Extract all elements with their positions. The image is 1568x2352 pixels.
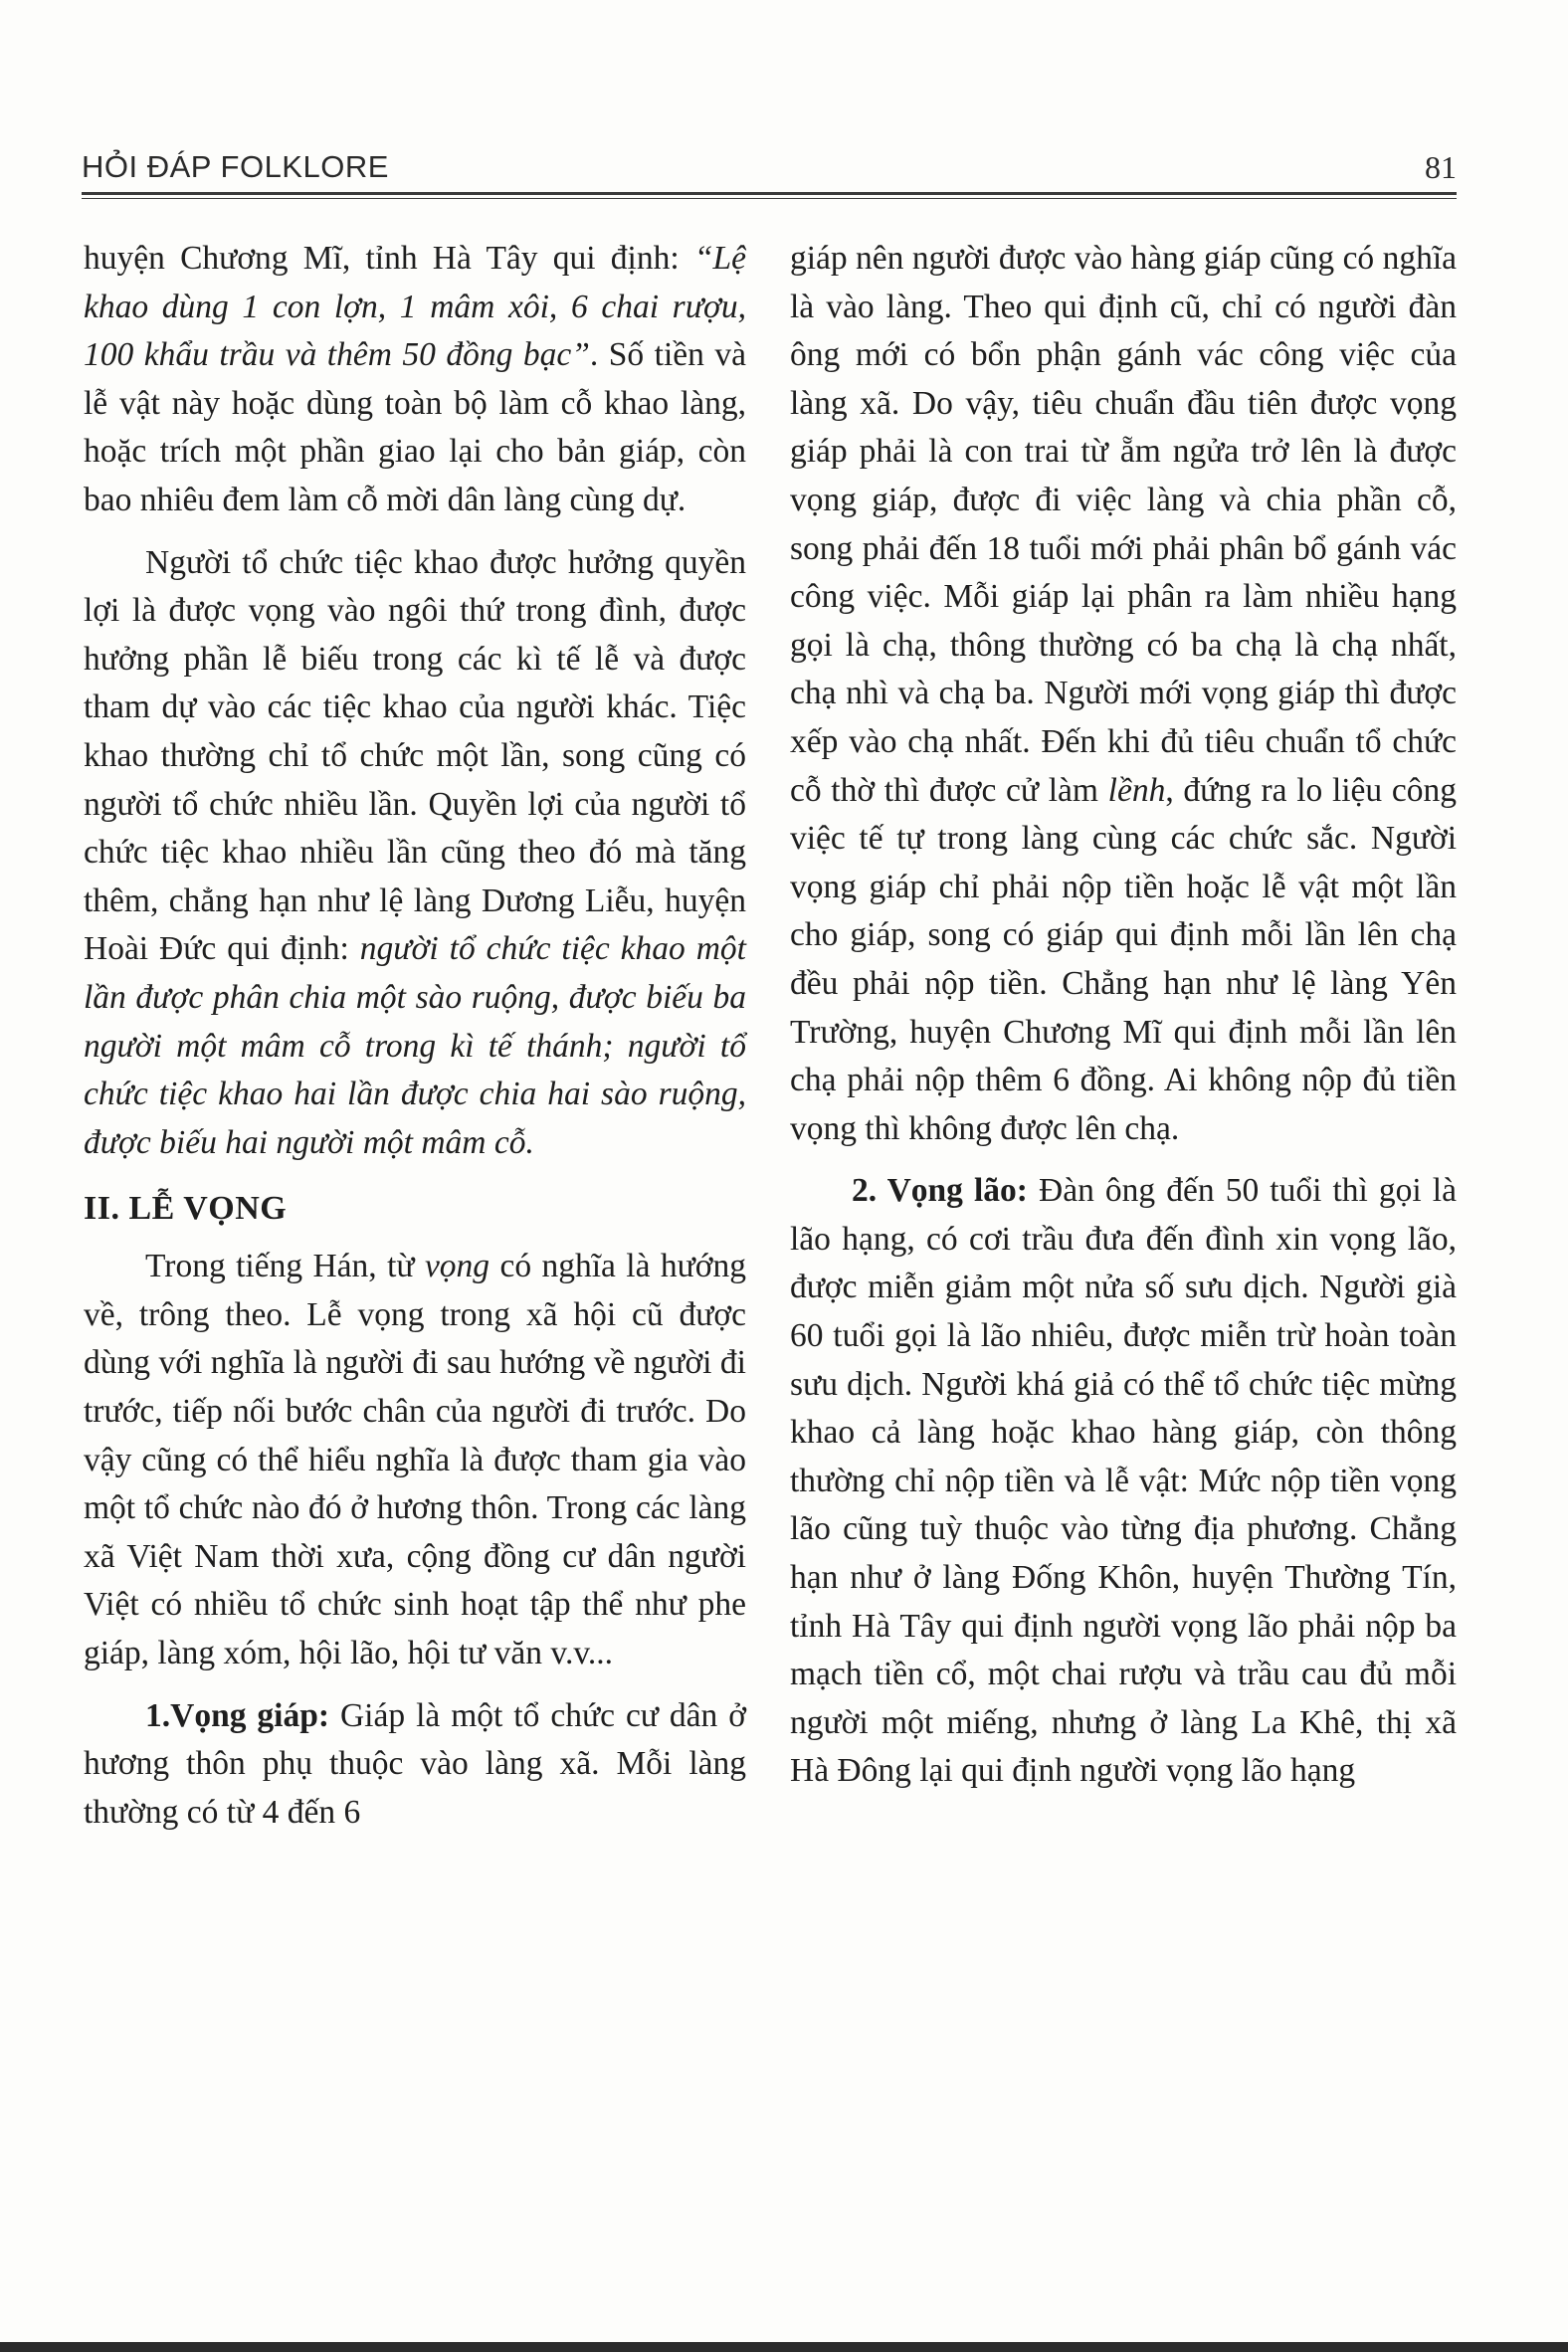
text-run: , đứng ra lo liệu công việc tế tự trong làng cùng các chức sắc. Người vọng giáp chỉ phải nộp tiền hoặc lễ vật một lần cho giáp, song có giáp qui định mỗi lần lên chạ đều phải nộp tiền. Chẳng hạn như lệ làng Yên Trường, huyện Chương Mĩ qui định mỗi lần lên chạ phải nộp thêm 6 đồng. Ai không nộp đủ tiền vọng thì không được lên chạ. — [790, 771, 1457, 1147]
running-header — [82, 149, 1457, 189]
text-run: Đàn ông đến 50 tuổi thì gọi là lão hạng, có cơi trầu đưa đến đình xin vọng lão, được miễn giảm một nửa số sưu dịch. Người già 60 tuổi gọi là lão nhiêu, được miễn trừ hoàn toàn sưu dịch. Người khá giả có thể tổ chức tiệc mừng khao cả làng hoặc khao hàng giáp, còn thông thường chỉ nộp tiền và lễ vật: Mức nộp tiền vọng lão cũng tuỳ thuộc vào từng địa phương. Chẳng hạn như ở làng Đống Khôn, huyện Thường Tín, tỉnh Hà Tây qui định người vọng lão phải nộp ba mạch tiền cổ, một chai rượu và trầu cau đủ mỗi người một miếng, nhưng ở làng La Khê, thị xã Hà Đông lại qui định người vọng lão hạng — [790, 1172, 1457, 1790]
scan-bottom-edge — [0, 2342, 1568, 2352]
left-column — [84, 235, 746, 1837]
header-rule-thin — [82, 198, 1457, 199]
text-run: huyện Chương Mĩ, tỉnh Hà Tây qui định: — [84, 240, 694, 277]
paragraph — [84, 235, 746, 525]
italic-quote: người tổ chức tiệc khao một lần được phân chia một sào ruộng, được biếu ba người một mâm cỗ trong kì tế thánh; người tổ chức tiệc khao hai lần được chia hai sào ruộng, được biếu hai người một mâm cỗ. — [84, 930, 746, 1161]
italic-quote: “Lệ khao dùng 1 con lợn, 1 mâm xôi, 6 chai rượu, 100 khẩu trầu và thêm 50 đồng bạc” — [84, 240, 746, 374]
paragraph — [84, 1243, 746, 1677]
text-run: Giáp là một tổ chức cư dân ở hương thôn phụ thuộc vào làng xã. Mỗi làng thường có từ 4 đến 6 — [84, 1696, 746, 1831]
section-heading: II. LỄ VỌNG — [84, 1190, 288, 1228]
text-run: giáp nên người được vào hàng giáp cũng có nghĩa là vào làng. Theo qui định cũ, chỉ có người đàn ông mới có bổn phận gánh vác công việc của làng xã. Do vậy, tiêu chuẩn đầu tiên được vọng giáp phải là con trai từ ẵm ngửa trở lên là được vọng giáp, được đi việc làng và chia phần cỗ, song phải đến 18 tuổi mới phải phân bổ gánh vác công việc. Mỗi giáp lại phân ra làm nhiều hạng gọi là chạ, thông thường có ba chạ là chạ nhất, chạ nhì và chạ ba. Người mới vọng giáp thì được xếp vào chạ nhất. Đến khi đủ tiêu chuẩn tổ chức cỗ thờ thì được cử làm — [790, 240, 1457, 809]
running-title: HỎI ĐÁP FOLKLORE — [82, 149, 389, 184]
italic-term: vọng — [424, 1248, 490, 1285]
paragraph — [84, 539, 746, 1168]
right-column — [790, 235, 1457, 1796]
text-run: có nghĩa là hướng về, trông theo. Lễ vọng trong xã hội cũ được dùng với nghĩa là người đi sau hướng về người đi trước, tiếp nối bước chân của người đi trước. Do vậy cũng có thể hiểu nghĩa là được tham gia vào một tổ chức nào đó ở hương thôn. Trong các làng xã Việt Nam thời xưa, cộng đồng cư dân người Việt có nhiều tổ chức sinh hoạt tập thể như phe giáp, làng xóm, hội lão, hội tư văn v.v... — [84, 1248, 747, 1672]
paragraph — [790, 1167, 1457, 1796]
bold-lead: 2. Vọng lão: — [852, 1172, 1028, 1210]
bold-lead: 1.Vọng giáp: — [145, 1696, 330, 1734]
italic-term: lềnh — [1107, 771, 1166, 809]
text-run: . Số tiền và lễ vật này hoặc dùng toàn bộ làm cỗ khao làng, hoặc trích một phần giao lại cho bản giáp, còn bao nhiêu đem làm cỗ mời dân làng cùng dự. — [84, 336, 747, 518]
page-number: 81 — [1425, 149, 1457, 185]
paragraph — [84, 1692, 746, 1838]
header-rule-thick — [82, 192, 1457, 195]
text-run: Người tổ chức tiệc khao được hưởng quyền lợi là được vọng vào ngôi thứ trong đình, được hưởng phần lễ biếu trong các kì tế lễ và được tham dự vào các tiệc khao của người khác. Tiệc khao thường chỉ tổ chức một lần, song cũng có người tổ chức nhiều lần. Quyền lợi của người tổ chức tiệc khao nhiều lần cũng theo đó mà tăng thêm, chẳng hạn như lệ làng Dương Liễu, huyện Hoài Đức qui định: — [84, 543, 746, 968]
paragraph — [790, 235, 1457, 1153]
text-run: Trong tiếng Hán, từ — [145, 1248, 425, 1285]
